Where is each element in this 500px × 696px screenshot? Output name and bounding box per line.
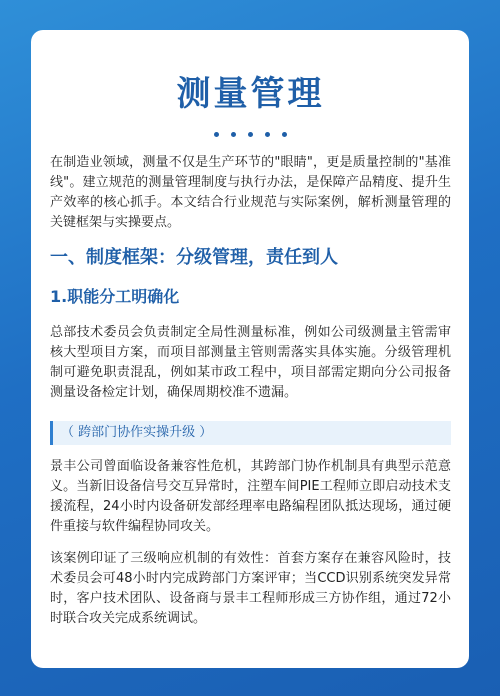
case-paragraph: 景丰公司曾面临设备兼容性危机，其跨部门协作机制具有典型示范意义。当新旧设备信号交互异常时，注塑车间PIE工程师立即启动技术支援流程，24小时内设备研发部经理率电路编程团队抵达现场，通过硬件重接与软件编程协同攻关。: [50, 459, 451, 534]
article-card: [31, 30, 469, 668]
subsection-paragraph: 总部技术委员会负责制定全局性测量标准，例如公司级测量主管需审核大型项目方案，而项目部测量主管则需落实具体实施。分级管理机制可避免职责混乱，例如某市政工程中，项目部需定期向分公司报备测量设备检定计划，确保周期校准不遗漏。: [50, 325, 451, 400]
summary-paragraph: 该案例印证了三级响应机制的有效性：首套方案存在兼容风险时，技术委员会可48小时内完成跨部门方案评审；当CCD识别系统突发异常时，客户技术团队、设备商与景丰工程师形成三方协作组，通过72小时联合攻关完成系统调试。: [50, 551, 451, 626]
divider-dot: [282, 132, 287, 137]
divider-dot: [214, 132, 219, 137]
section-heading: 一、制度框架：分级管理，责任到人: [50, 247, 338, 268]
divider-dot: [265, 132, 270, 137]
intro-paragraph: 在制造业领域，测量不仅是生产环节的"眼睛"，更是质量控制的"基准线"。建立规范的测量管理制度与执行办法，是保障产品精度、提升生产效率的核心抓手。本文结合行业规范与实际案例，解析测量管理的关键框架与实操要点。: [50, 155, 451, 230]
page-title: 测量管理: [176, 74, 325, 114]
title-divider-dots: [50, 132, 451, 138]
callout-label: （ 跨部门协作实操升级 ）: [50, 421, 451, 445]
divider-dot: [248, 132, 253, 137]
divider-dot: [231, 132, 236, 137]
subsection-heading: 1.职能分工明确化: [50, 287, 180, 306]
